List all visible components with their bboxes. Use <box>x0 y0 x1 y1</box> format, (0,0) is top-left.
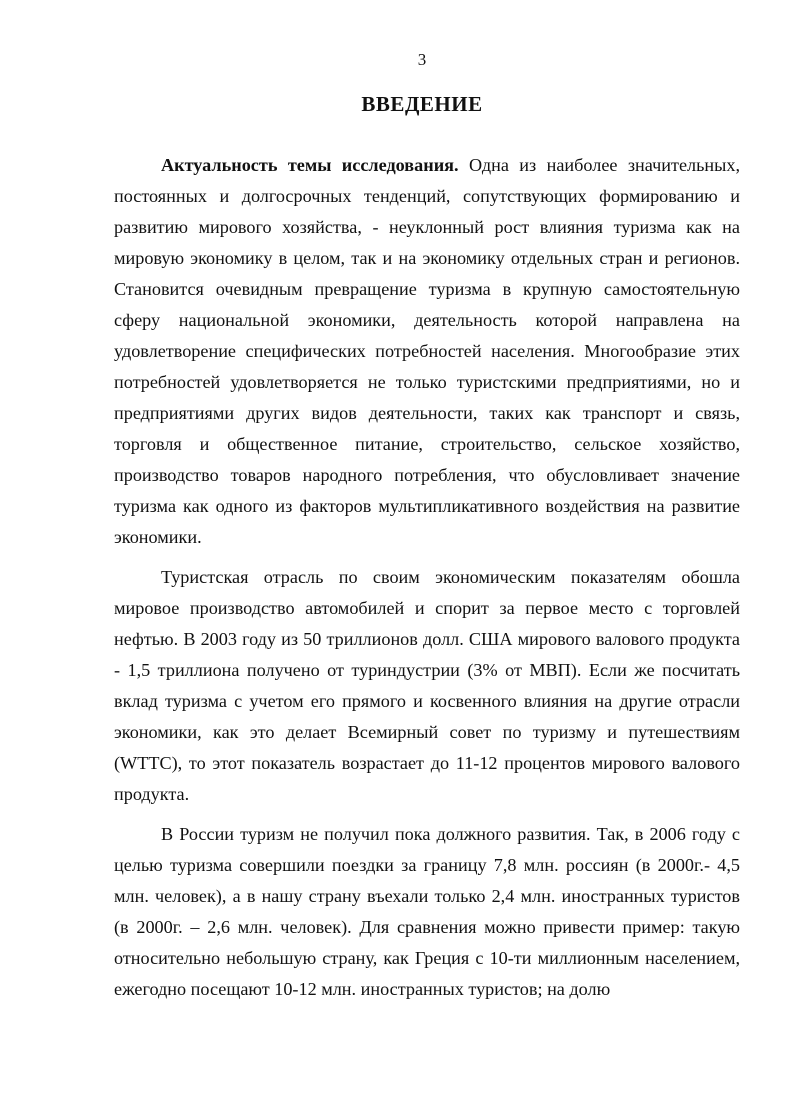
paragraph-text: Одна из наиболее значительных, постоянных и долгосрочных тенденций, сопутствующих формированию и развитию мирового хозяйства, - неуклонный рост влияния туризма как на мировую экономику в целом, так и на экономику отдельных стран и регионов. Становится очевидным превращение туризма в крупную самостоятельную сферу национальной экономики, деятельность которой направлена на удовлетворение специфических потребностей населения. Многообразие этих потребностей удовлетворяется не только туристскими предприятиями, но и предприятиями других видов деятельности, таких как транспорт и связь, торговля и общественное питание, строительство, сельское хозяйство, производство товаров народного потребления, что обусловливает значение туризма как одного из факторов мультипликативного воздействия на развитие экономики. <box>114 155 740 547</box>
paragraph-industry <box>114 562 740 810</box>
paragraph-text: В России туризм не получил пока должного развития. Так, в 2006 году с целью туризма совершили поездки за границу 7,8 млн. россиян (в 2000г.- 4,5 млн. человек), а в нашу страну въехали только 2,4 млн. иностранных туристов (в 2000г. – 2,6 млн. человек). Для сравнения можно привести пример: такую относительно небольшую страну, как Греция с 10-ти миллионным населением, ежегодно посещают 10-12 млн. иностранных туристов; на долю <box>114 824 740 999</box>
paragraph-text: Туристская отрасль по своим экономическим показателям обошла мировое производство автомобилей и спорит за первое место с торговлей нефтью. В 2003 году из 50 триллионов долл. США мирового валового продукта - 1,5 триллиона получено от туриндустрии (3% от МВП). Если же посчитать вклад туризма с учетом его прямого и косвенного влияния на другие отрасли экономики, как это делает Всемирный совет по туризму и путешествиям (WTTC), то этот показатель возрастает до 11-12 процентов мирового валового продукта. <box>114 567 740 804</box>
paragraph-russia <box>114 819 740 1005</box>
document-body <box>114 150 740 1005</box>
page-title: ВВЕДЕНИЕ <box>361 92 483 116</box>
paragraph-lead: Актуальность темы исследования. <box>161 155 459 175</box>
page-number: 3 <box>417 50 427 69</box>
paragraph-relevance <box>114 150 740 553</box>
